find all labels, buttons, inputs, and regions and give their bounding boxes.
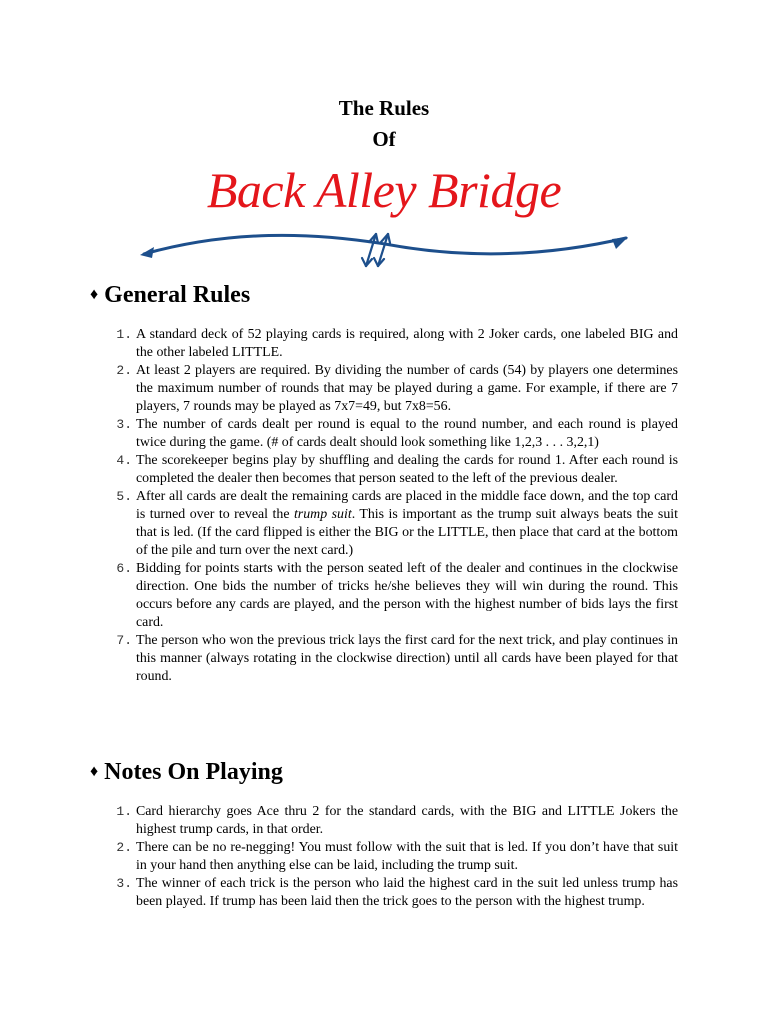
list-item-text: Bidding for points starts with the person seated left of the dealer and continues in the clockwise direction. One bids the number of tricks he/she believes they will win during the round. This occurs before any cards are played, and the person with the highest number of bids lays the first card.	[136, 561, 678, 630]
diamond-bullet-icon: ♦	[90, 763, 99, 780]
section-heading-text: Notes On Playing	[104, 759, 283, 785]
list-item	[108, 488, 678, 560]
list-item-number: 1.	[116, 327, 132, 342]
list-item	[108, 839, 678, 875]
list-item	[108, 452, 678, 488]
title-line-1: The Rules	[338, 96, 430, 120]
list-item-number: 3.	[116, 417, 132, 432]
list-item-number: 5.	[116, 489, 132, 504]
list-item-text: At least 2 players are required. By dividing the number of cards (54) by players one determines the maximum number of rounds that may be played during a game. For example, if there are 7 players, 7 rounds may be played as 7x7=49, but 7x8=56.	[136, 363, 678, 414]
list-item-number: 3.	[116, 876, 132, 891]
list-item-number: 6.	[116, 561, 132, 576]
list-item	[108, 362, 678, 416]
title-line-2: Of	[372, 127, 396, 151]
diamond-bullet-icon: ♦	[90, 286, 99, 303]
section-heading-notes-on-playing	[90, 758, 283, 786]
swoosh-arrow-ornament	[140, 228, 630, 272]
list-item-number: 2.	[116, 363, 132, 378]
list-item-text: The winner of each trick is the person who laid the highest card in the suit led unless trump has been played. If trump has been laid then the trick goes to the person with the highest trump.	[136, 876, 678, 909]
list-item-text: Card hierarchy goes Ace thru 2 for the standard cards, with the BIG and LITTLE Jokers the highest trump cards, in that order.	[136, 804, 678, 837]
list-item-number: 7.	[116, 633, 132, 648]
list-item-text: The person who won the previous trick lays the first card for the next trick, and play continues in this manner (always rotating in the clockwise direction) until all cards have been played for that round.	[136, 633, 678, 684]
list-item	[108, 875, 678, 911]
list-item	[108, 803, 678, 839]
main-title: Back Alley Bridge	[206, 162, 562, 218]
section-heading-text: General Rules	[104, 282, 251, 308]
list-item-text: The number of cards dealt per round is equal to the round number, and each round is played twice during the game. (# of cards dealt should look something like 1,2,3 . . . 3,2,1)	[136, 417, 678, 450]
list-item	[108, 560, 678, 632]
list-item-text: A standard deck of 52 playing cards is required, along with 2 Joker cards, one labeled BIG and the other labeled LITTLE.	[136, 327, 678, 360]
notes-on-playing-list	[108, 803, 678, 911]
list-item	[108, 326, 678, 362]
list-item-text-end: . This is important as the trump suit always beats the suit that is led. (If the card flipped is either the BIG or the LITTLE, then place that card at the bottom of the pile and turn over the next card.)	[136, 507, 678, 558]
section-heading-general-rules	[90, 281, 250, 309]
list-item-text: The scorekeeper begins play by shuffling and dealing the cards for round 1. After each round is completed the dealer then becomes that person seated to the left of the previous dealer.	[136, 453, 678, 486]
list-item-text-start: After all cards are dealt the remaining cards are placed in the middle face down, and the top card is turned over to reveal the	[136, 489, 678, 522]
list-item-number: 4.	[116, 453, 132, 468]
list-item-text: There can be no re-negging! You must follow with the suit that is led. If you don’t have that suit in your hand then anything else can be laid, including the trump suit.	[136, 840, 678, 873]
list-item-number: 2.	[116, 840, 132, 855]
list-item	[108, 632, 678, 686]
trump-suit-emphasis: trump suit	[293, 507, 352, 522]
list-item-number: 1.	[116, 804, 132, 819]
list-item	[108, 416, 678, 452]
general-rules-list	[108, 326, 678, 686]
